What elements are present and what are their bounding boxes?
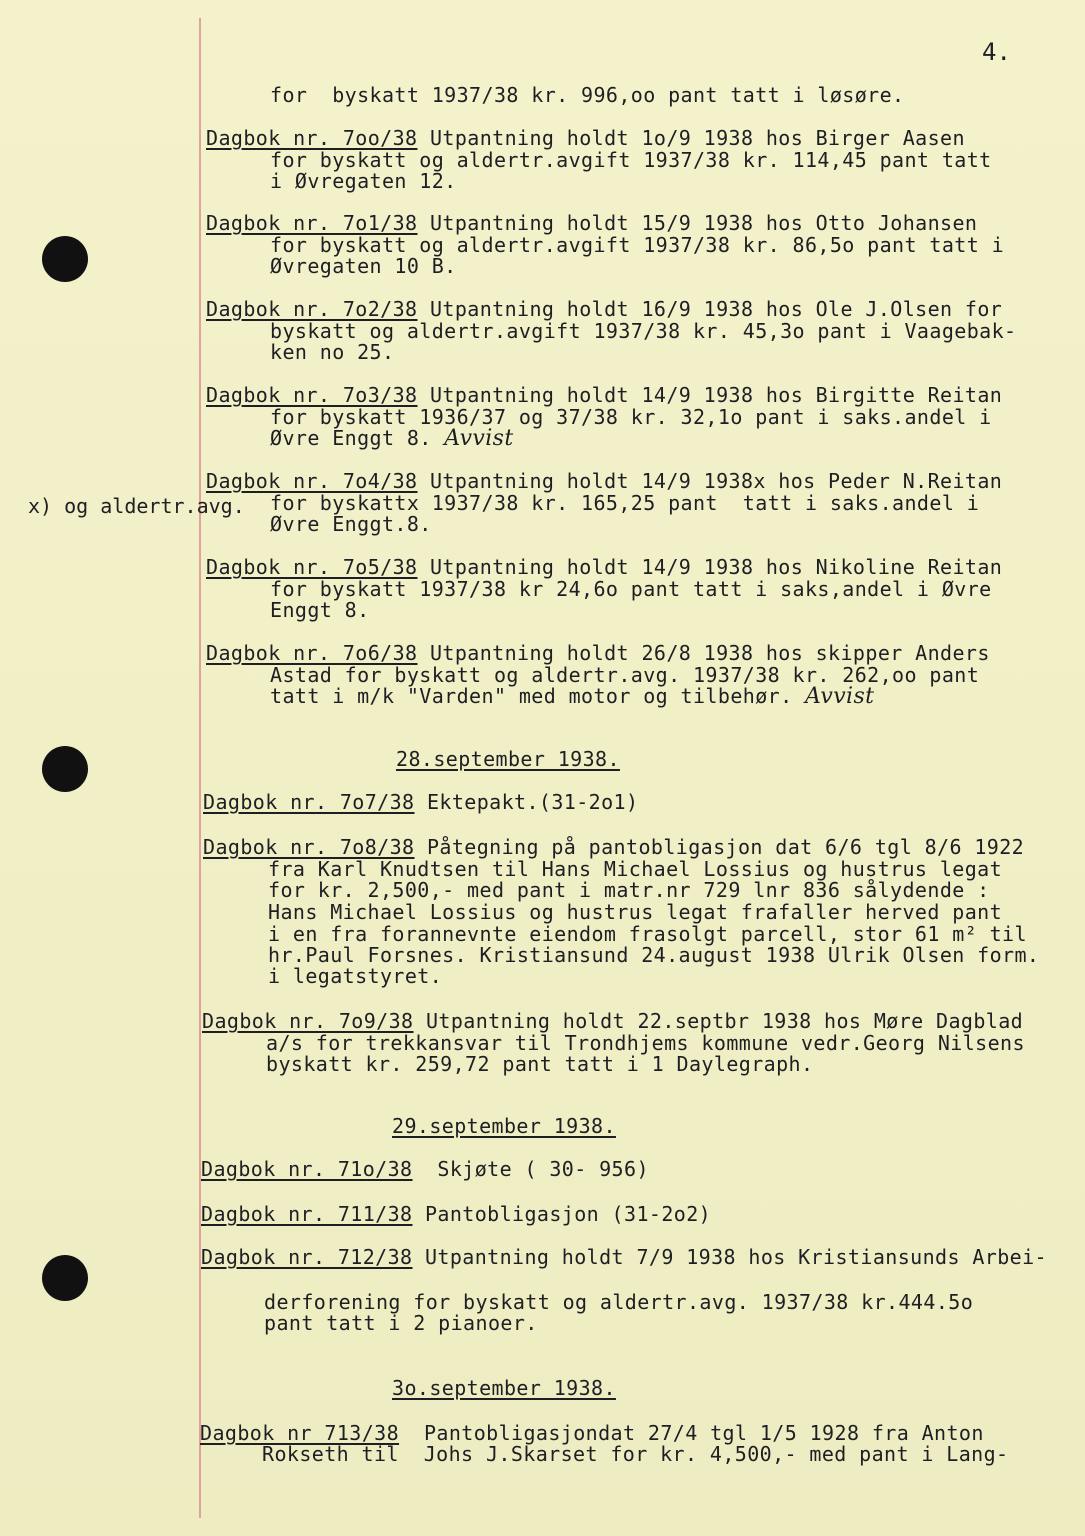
- entry-line: pant tatt i 2 pianoer.: [264, 1311, 538, 1335]
- signature-avvist: Avvist: [804, 684, 875, 709]
- entry-line: for byskattx 1937/38 kr. 165,25 pant tatt i saks.andel i: [270, 491, 980, 515]
- entry-ref: Dagbok nr. 7o1/38: [206, 211, 418, 235]
- entry-line: Påtegning på pantobligasjon dat 6/6 tgl 8/6 1922: [414, 835, 1025, 859]
- date-heading: 29.september 1938.: [392, 1114, 616, 1138]
- entry-line: Utpantning holdt 7/9 1938 hos Kristiansunds Arbei-: [412, 1245, 1047, 1269]
- entry-line: Øvre Enggt 8.: [270, 426, 432, 450]
- entry-line: Øvregaten 10 B.: [270, 254, 457, 278]
- entry-line: Pantobligasjon (31-2o2): [412, 1202, 712, 1226]
- entry-line: Utpantning holdt 22.septbr 1938 hos Møre Dagblad: [413, 1009, 1024, 1033]
- entry-line: byskatt kr. 259,72 pant tatt i 1 Daylegraph.: [266, 1052, 814, 1076]
- entry-line: Skjøte ( 30- 956): [412, 1157, 649, 1181]
- entry-line: a/s for trekkansvar til Trondhjems kommune vedr.Georg Nilsens: [266, 1031, 1025, 1055]
- entry-line: Rokseth til Johs J.Skarset for kr. 4,500,- med pant i Lang-: [262, 1442, 1009, 1466]
- punch-hole: [42, 236, 88, 282]
- entry-line: ken no 25.: [270, 340, 395, 364]
- punch-hole: [42, 746, 88, 792]
- entry-line: Utpantning holdt 14/9 1938 hos Nikoline Reitan: [417, 555, 1003, 579]
- signature-avvist: Avvist: [444, 426, 514, 451]
- entry-line: Pantobligasjondat 27/4 tgl 1/5 1928 fra Anton: [399, 1421, 984, 1445]
- entry-line: for byskatt 1936/37 og 37/38 kr. 32,1o pant i saks.andel i: [270, 405, 992, 429]
- entry-line: Utpantning holdt 15/9 1938 hos Otto Johansen: [417, 211, 978, 235]
- entry-line: Utpantning holdt 16/9 1938 hos Ole J.Olsen for: [417, 297, 1003, 321]
- entry-line: for byskatt 1937/38 kr 24,6o pant tatt i saks,andel i Øvre: [270, 577, 992, 601]
- entry-line: Øvre Enggt.8.: [270, 512, 432, 536]
- entry-ref: Dagbok nr. 711/38: [201, 1202, 413, 1226]
- entry-line: i Øvregaten 12.: [270, 169, 457, 193]
- entry-line: for byskatt og aldertr.avgift 1937/38 kr. 114,45 pant tatt: [270, 148, 992, 172]
- entry-line: byskatt og aldertr.avgift 1937/38 kr. 45,3o pant i Vaagebak-: [270, 319, 1017, 343]
- entry-line: for byskatt og aldertr.avgift 1937/38 kr. 86,5o pant tatt i: [270, 233, 1005, 257]
- entry-ref: Dagbok nr. 7oo/38: [206, 126, 418, 150]
- entry-ref: Dagbok nr. 7o6/38: [206, 641, 418, 665]
- entry-ref: Dagbok nr. 7o4/38: [206, 469, 418, 493]
- entry-ref: Dagbok nr. 7o3/38: [206, 383, 418, 407]
- entry-ref: Dagbok nr. 7o2/38: [206, 297, 418, 321]
- page-number: 4.: [982, 38, 1011, 66]
- entry-line: Hans Michael Lossius og hustrus legat frafaller herved pant: [268, 900, 1003, 924]
- entry-ref: Dagbok nr. 712/38: [201, 1245, 413, 1269]
- entry-line: for byskatt 1937/38 kr. 996,oo pant tatt i løsøre.: [270, 83, 905, 107]
- punch-hole: [42, 1255, 88, 1301]
- date-heading: 28.september 1938.: [396, 747, 620, 771]
- entry-line: i en fra forannevnte eiendom frasolgt parcell, stor 61 m² til: [268, 922, 1027, 946]
- entry-line: Astad for byskatt og aldertr.avg. 1937/38 kr. 262,oo pant: [270, 663, 980, 687]
- entry-ref: Dagbok nr. 7o5/38: [206, 555, 418, 579]
- entry-line: Utpantning holdt 26/8 1938 hos skipper Anders: [417, 641, 990, 665]
- entry-line: hr.Paul Forsnes. Kristiansund 24.august 1938 Ulrik Olsen form.: [268, 943, 1040, 967]
- entry-line: Enggt 8.: [270, 598, 370, 622]
- entry-line: tatt i m/k "Varden" med motor og tilbehør.: [270, 684, 793, 708]
- entry-ref: Dagbok nr. 7o7/38: [203, 790, 415, 814]
- margin-rule: [199, 18, 201, 1518]
- entry-line: Utpantning holdt 14/9 1938 hos Birgitte Reitan: [417, 383, 1003, 407]
- entry-ref: Dagbok nr. 7o8/38: [203, 835, 415, 859]
- entry-line: Utpantning holdt 1o/9 1938 hos Birger Aasen: [417, 126, 965, 150]
- entry-line: i legatstyret.: [268, 964, 443, 988]
- entry-line: Utpantning holdt 14/9 1938x hos Peder N.Reitan: [417, 469, 1003, 493]
- entry-line: fra Karl Knudtsen til Hans Michael Lossius og hustrus legat: [268, 857, 1003, 881]
- margin-note: x) og aldertr.avg.: [28, 494, 245, 518]
- entry-line: Ektepakt.(31-2o1): [414, 790, 639, 814]
- date-heading: 3o.september 1938.: [392, 1376, 616, 1400]
- entry-ref: Dagbok nr 713/38: [200, 1421, 400, 1445]
- entry-line: for kr. 2,500,- med pant i matr.nr 729 lnr 836 sålydende :: [268, 878, 990, 902]
- entry-ref: Dagbok nr. 71o/38: [201, 1157, 413, 1181]
- entry-ref: Dagbok nr. 7o9/38: [202, 1009, 414, 1033]
- entry-line: derforening for byskatt og aldertr.avg. 1937/38 kr.444.5o: [264, 1290, 974, 1314]
